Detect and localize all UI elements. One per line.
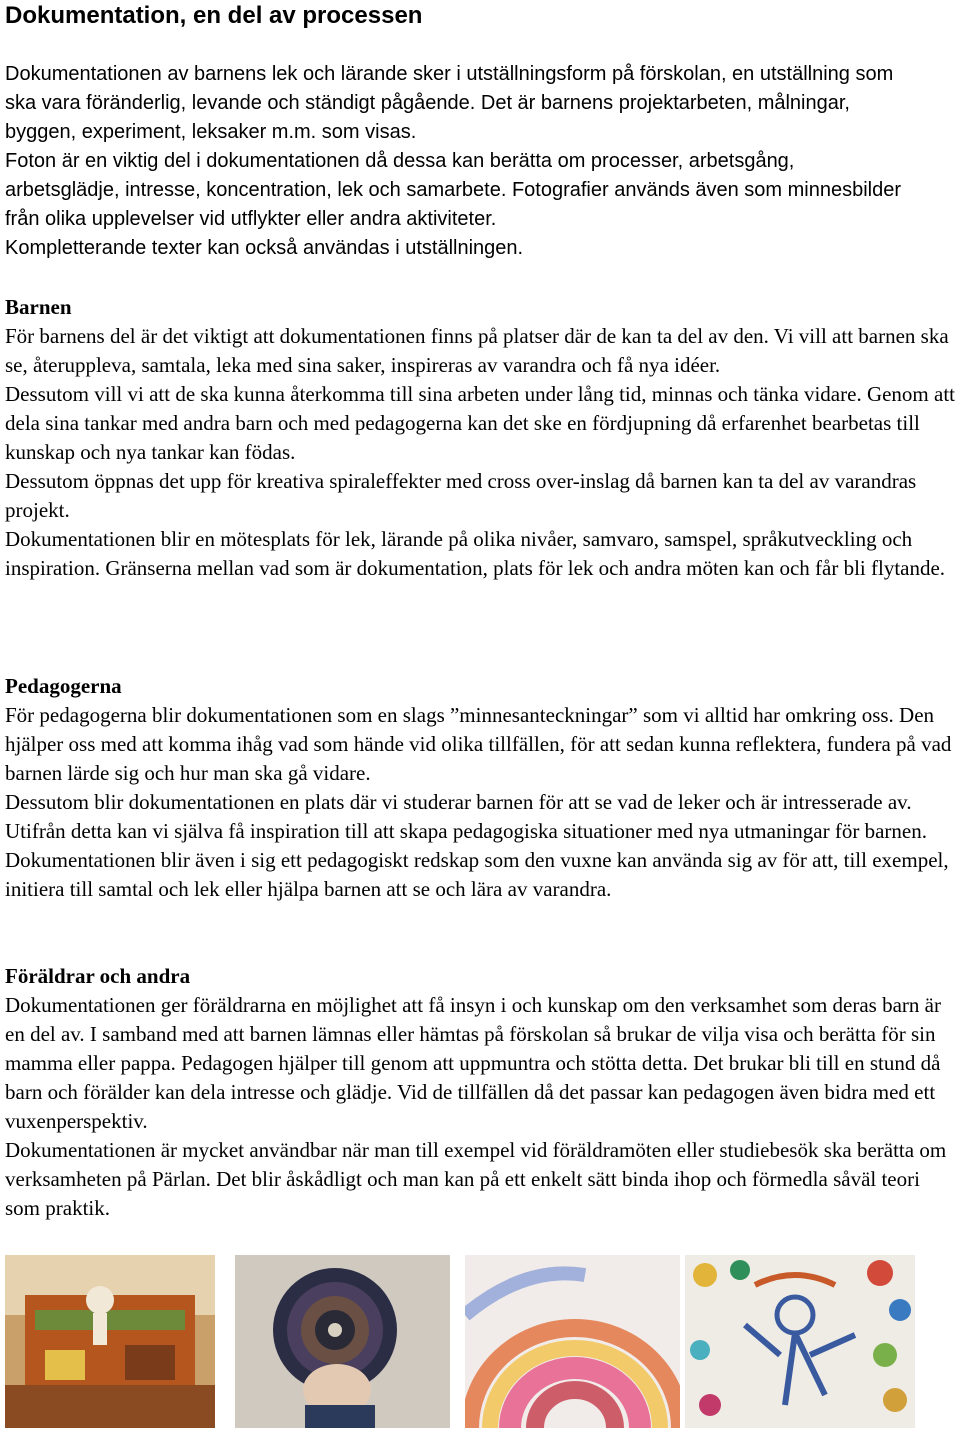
foraldrar-paragraph: Dokumentationen är mycket användbar när man till exempel vid föräldramöten eller studiebesök ska berätta om verksamheten på Pärlan. Det blir åskådligt och man kan på ett enkelt sätt binda ihop och förmedla såväl teori som praktik.	[5, 1138, 947, 1220]
photo-child-spiral	[235, 1255, 450, 1428]
barnen-paragraph: Dessutom vill vi att de ska kunna återkomma till sina arbeten under lång tid, minnas och tänka vidare. Genom att dela sina tankar med andra barn och med pedagogerna kan det ske en fördjupning då erfarenhet bearbetas till kunskap och nya tankar kan födas.	[5, 382, 956, 464]
intro-section	[5, 60, 910, 263]
intro-paragraph: Kompletterande texter kan också användas i utställningen.	[5, 237, 524, 259]
page-title: Dokumentation, en del av processen	[5, 2, 423, 29]
intro-paragraph: Dokumentationen av barnens lek och lärande sker i utställningsform på förskolan, en utställning som ska vara föränderlig, levande och ständigt pågående. Det är barnens projektarbeten, målningar, byggen, experiment, leksaker m.m. som visas.	[5, 63, 894, 143]
section-heading-pedagogerna: Pedagogerna	[5, 674, 122, 698]
pedagogerna-paragraph: För pedagogerna blir dokumentationen som en slags ”minnesanteckningar” som vi alltid har omkring oss. Den hjälper oss med att komma ihåg vad som hände vid olika tillfällen, för att sedan kunna reflektera, fundera på vad barnen lärde sig och hur man ska gå vidare.	[5, 703, 952, 785]
pedagogerna-paragraph: Dokumentationen blir även i sig ett pedagogiskt redskap som den vuxne kan använda sig av för att, till exempel, initiera till samtal och lek eller hjälpa barnen att se och lära av varandra.	[5, 848, 949, 901]
section-heading-foraldrar: Föräldrar och andra	[5, 964, 191, 988]
foraldrar-section	[5, 962, 960, 1223]
intro-paragraph: Foton är en viktig del i dokumentationen då dessa kan berätta om processer, arbetsgång, arbetsglädje, intresse, koncentration, lek och samarbete. Fotografier används även som minnesbilder från olika upplevelser vid utflykter eller andra aktiviteter.	[5, 150, 902, 230]
barnen-paragraph: Dessutom öppnas det upp för kreativa spiraleffekter med cross over-inslag då barnen kan ta del av varandras projekt.	[5, 469, 917, 522]
pedagogerna-section	[5, 672, 960, 904]
barnen-paragraph: Dokumentationen blir en mötesplats för lek, lärande på olika nivåer, samvaro, samspel, språkutveckling och inspiration. Gränserna mellan vad som är dokumentation, plats för lek och andra möten kan och får bli flytande.	[5, 527, 946, 580]
foraldrar-paragraph: Dokumentationen ger föräldrarna en möjlighet att få insyn i och kunskap om den verksamhet som deras barn är en del av. I samband med att barnen lämnas eller hämtas på förskolan så brukar de vilja visa och berätta för sin mamma eller pappa. Pedagogen hjälper till genom att uppmuntra och stötta detta. Det brukar bli till en stund då barn och förälder kan dela intresse och glädje. Vid de tillfällen då det passar kan pedagogen även bidra med ett vuxenperspektiv.	[5, 993, 941, 1133]
photo-strip	[5, 1255, 915, 1428]
photo-dot-figure	[685, 1255, 915, 1428]
barnen-section	[5, 293, 960, 583]
barnen-paragraph: För barnens del är det viktigt att dokumentationen finns på platser där de kan ta del av den. Vi vill att barnen ska se, återuppleva, samtala, leka med sina saker, inspireras av varandra och få nya idéer.	[5, 324, 949, 377]
section-heading-barnen: Barnen	[5, 295, 72, 319]
pedagogerna-paragraph: Dessutom blir dokumentationen en plats där vi studerar barnen för att se vad de leker och är intresserade av. Utifrån detta kan vi själva få inspiration till att skapa pedagogiska situationer med nya utmaningar för barnen.	[5, 790, 927, 843]
photo-rainbow-painting	[465, 1255, 680, 1428]
photo-cardboard-display	[5, 1255, 215, 1428]
